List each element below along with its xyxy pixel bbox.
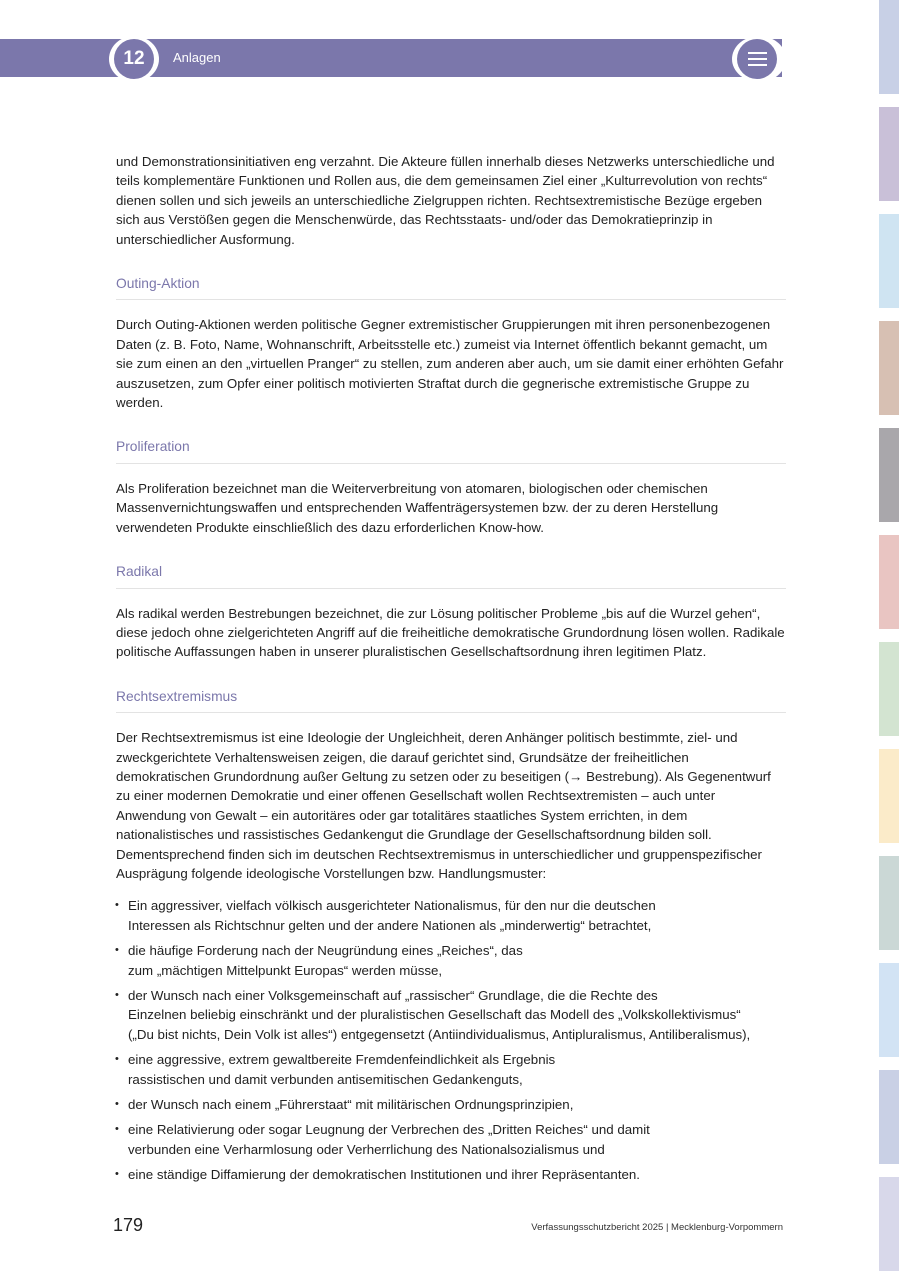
chapter-tab-8[interactable]: [879, 749, 899, 843]
paragraph-radikal: Als radikal werden Bestrebungen bezeichnet, die zur Lösung politischer Probleme „bis auf die Wurzel gehen“, diese jedoch ohne zielgerichteten Angriff auf die freiheitliche demokratische Grundordnung lösen wollen. Radikale politische Auffassungen haben in unserer pluralistischen Gesellschaftsordnung ihren legitimen Platz.: [116, 605, 785, 660]
chapter-tab-9[interactable]: [879, 856, 899, 950]
list-item: • der Wunsch nach einer Volksgemeinschaft auf „rassischer“ Grundlage, die die Rechte des Einzelnen beliebig einschränkt und der pluralistischen Gesellschaft das Modell des „Volkskollektivismus“ („Du bist nichts, Dein Volk ist alles“) entgegensetzt (Antiindividualismus, Antipluralismus, Antiliberalismus),: [116, 986, 786, 1044]
list-item: • eine aggressive, extrem gewaltbereite Fremdenfeindlichkeit als Ergebnis rassistischen und damit verbunden antisemitischen Gedankenguts,: [116, 1050, 786, 1089]
chapter-badge: [109, 36, 159, 82]
chapter-tab-3[interactable]: [879, 214, 899, 308]
chapter-tab-11[interactable]: [879, 1070, 899, 1164]
list-item: • eine Relativierung oder sogar Leugnung der Verbrechen des „Dritten Reiches“ und damit verbunden eine Verharmlosung oder Verherrlichung des Nationalsozialismus und: [116, 1120, 786, 1159]
heading-radikal: Radikal: [116, 562, 786, 588]
paragraph-rechtsextremismus: Der Rechtsextremismus ist eine Ideologie der Ungleichheit, deren Anhänger politisch bestimmte, ziel- und zweckgerichtete Verhaltensweisen zeigen, die darauf gerichtet sind, Grundsätze der freiheitlichen demokratischen Grundordnung außer Geltung zu setzen oder zu beseitigen (→ Bestrebung). Als Gegenentwurf zu einer modernen Demokratie und einer offenen Gesellschaft wollen Rechtsextremisten – auch unter Anwendung von Gewalt – ein autoritäres oder gar totalitäres staatliches System errichten, in dem nationalistisches und rassistisches Gedankengut die Grundlage der Gesellschaftsordnung bilden soll. Dementsprechend finden sich im deutschen Rechtsextremismus in unterschiedlicher und gruppenspezifischer Ausprägung folgende ideologische Vorstellungen bzw. Handlungsmuster:: [116, 730, 771, 881]
menu-button-ring: [732, 36, 786, 82]
hamburger-icon-line-1: [748, 52, 767, 54]
chapter-tab-6[interactable]: [879, 535, 899, 629]
heading-proliferation: Proliferation: [116, 437, 786, 463]
publication-footer: Verfassungsschutzbericht 2025 | Mecklenburg-Vorpommern: [531, 1222, 783, 1233]
hamburger-icon-line-2: [748, 58, 767, 60]
chapter-tab-7[interactable]: [879, 642, 899, 736]
hamburger-icon-line-3: [748, 64, 767, 66]
chapter-tab-1[interactable]: [879, 0, 899, 94]
chapter-tab-12[interactable]: [879, 1177, 899, 1271]
intro-paragraph: und Demonstrationsinitiativen eng verzahnt. Die Akteure füllen innerhalb dieses Netzwerks unterschiedliche und teils komplementäre Funktionen und Rollen aus, die dem gemeinsamen Ziel einer „Kulturrevolution von rechts“ dienen sollen und sich jeweils an unterschiedliche Zielgruppen richten. Rechtsextremistische Bezüge ergeben sich aus Verstößen gegen die Menschenwürde, das Rechtsstaats- und/oder das Demokratieprinzip in unterschiedlicher Ausformung.: [116, 154, 775, 247]
chapter-tab-2[interactable]: [879, 107, 899, 201]
chapter-number: 12: [114, 39, 154, 79]
main-content: [116, 152, 786, 1191]
list-item: • die häufige Forderung nach der Neugründung eines „Reiches“, das zum „mächtigen Mittelpunkt Europas“ werden müsse,: [116, 941, 786, 980]
chapter-tab-5[interactable]: [879, 428, 899, 522]
chapter-tabs: [879, 0, 899, 1272]
heading-outing-aktion: Outing-Aktion: [116, 274, 786, 300]
chapter-tab-4[interactable]: [879, 321, 899, 415]
menu-button[interactable]: [737, 39, 777, 79]
section-title: Anlagen: [173, 50, 221, 65]
paragraph-outing-aktion: Durch Outing-Aktionen werden politische Gegner extremistischer Gruppierungen mit ihren personenbezogenen Daten (z. B. Foto, Name, Wohnanschrift, Arbeitsstelle etc.) zumeist via Internet öffentlich bekannt gemacht, um sie zum einen an den „virtuellen Pranger“ zu stellen, zum anderen aber auch, um sie damit einer erhöhten Gefahr auszusetzen, zum Opfer einer politisch motivierten Straftat durch die gegnerische extremistische Gruppe zu werden.: [116, 317, 784, 411]
list-item: • eine ständige Diffamierung der demokratischen Institutionen und ihrer Repräsentanten.: [116, 1165, 786, 1184]
chapter-tab-10[interactable]: [879, 963, 899, 1057]
paragraph-proliferation: Als Proliferation bezeichnet man die Weiterverbreitung von atomaren, biologischen oder chemischen Massenvernichtungswaffen und entsprechenden Waffenträgersystemen bzw. der zu deren Herstellung verwendeten Produkte einschließlich des dazu erforderlichen Know-how.: [116, 480, 719, 535]
list-item: • Ein aggressiver, vielfach völkisch ausgerichteter Nationalismus, für den nur die deutschen Interessen als Richtschnur gelten und der andere Nationen als „minderwertig“ betrachtet,: [116, 896, 786, 935]
ideology-list: [116, 896, 786, 1184]
page-number: 179: [113, 1215, 144, 1235]
list-item: • der Wunsch nach einem „Führerstaat“ mit militärischen Ordnungsprinzipien,: [116, 1095, 786, 1114]
heading-rechtsextremismus: Rechtsextremismus: [116, 687, 786, 713]
